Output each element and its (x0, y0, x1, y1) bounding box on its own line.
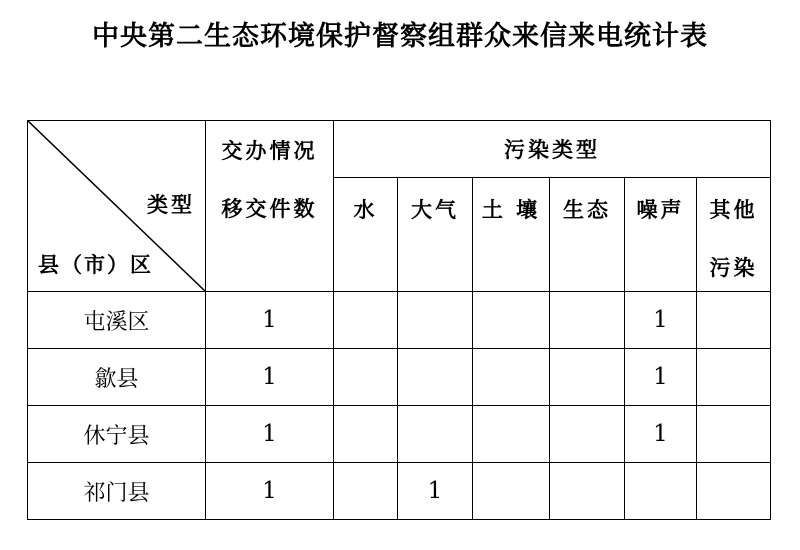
pollution-type-water: 水 (334, 178, 398, 292)
county-cell: 祁门县 (28, 463, 206, 520)
air-cell (398, 349, 473, 406)
other-line-1: 其他 (709, 198, 758, 222)
other-cell (697, 349, 771, 406)
table-row (28, 292, 771, 349)
handover-count-cell: 1 (206, 349, 334, 406)
noise-cell: 1 (625, 292, 697, 349)
handover-header-top: 交办情况 (221, 139, 318, 163)
soil-cell (473, 349, 550, 406)
handover-header (206, 121, 334, 292)
corner-county-label: 县（市）区 (38, 253, 153, 277)
ecology-cell (550, 349, 625, 406)
statistics-table (27, 120, 771, 520)
handover-header-bottom: 移交件数 (221, 197, 318, 221)
water-cell (334, 349, 398, 406)
page-title: 中央第二生态环境保护督察组群众来信来电统计表 (92, 21, 708, 52)
county-cell: 休宁县 (28, 406, 206, 463)
soil-cell (473, 463, 550, 520)
pollution-type-ecology: 生态 (550, 178, 625, 292)
ecology-cell (550, 292, 625, 349)
air-cell: 1 (398, 463, 473, 520)
table-row (28, 349, 771, 406)
water-cell (334, 463, 398, 520)
pollution-type-other (697, 178, 771, 292)
air-cell (398, 406, 473, 463)
table-row (28, 463, 771, 520)
air-cell (398, 292, 473, 349)
handover-count-cell: 1 (206, 463, 334, 520)
soil-cell (473, 406, 550, 463)
county-cell: 屯溪区 (28, 292, 206, 349)
pollution-type-group-header: 污染类型 (334, 121, 771, 178)
other-line-2: 污染 (709, 256, 758, 280)
ecology-cell (550, 463, 625, 520)
county-cell: 歙县 (28, 349, 206, 406)
noise-cell (625, 463, 697, 520)
corner-diagonal-cell (28, 121, 206, 292)
pollution-type-air: 大气 (398, 178, 473, 292)
noise-cell: 1 (625, 349, 697, 406)
handover-count-cell: 1 (206, 292, 334, 349)
soil-cell (473, 292, 550, 349)
noise-cell: 1 (625, 406, 697, 463)
water-cell (334, 406, 398, 463)
water-cell (334, 292, 398, 349)
corner-type-label: 类型 (147, 193, 195, 217)
other-cell (697, 292, 771, 349)
header-row-1 (28, 121, 771, 178)
ecology-cell (550, 406, 625, 463)
pollution-type-noise: 噪声 (625, 178, 697, 292)
other-cell (697, 463, 771, 520)
handover-count-cell: 1 (206, 406, 334, 463)
other-cell (697, 406, 771, 463)
pollution-type-soil: 土 壤 (473, 178, 550, 292)
table-row (28, 406, 771, 463)
